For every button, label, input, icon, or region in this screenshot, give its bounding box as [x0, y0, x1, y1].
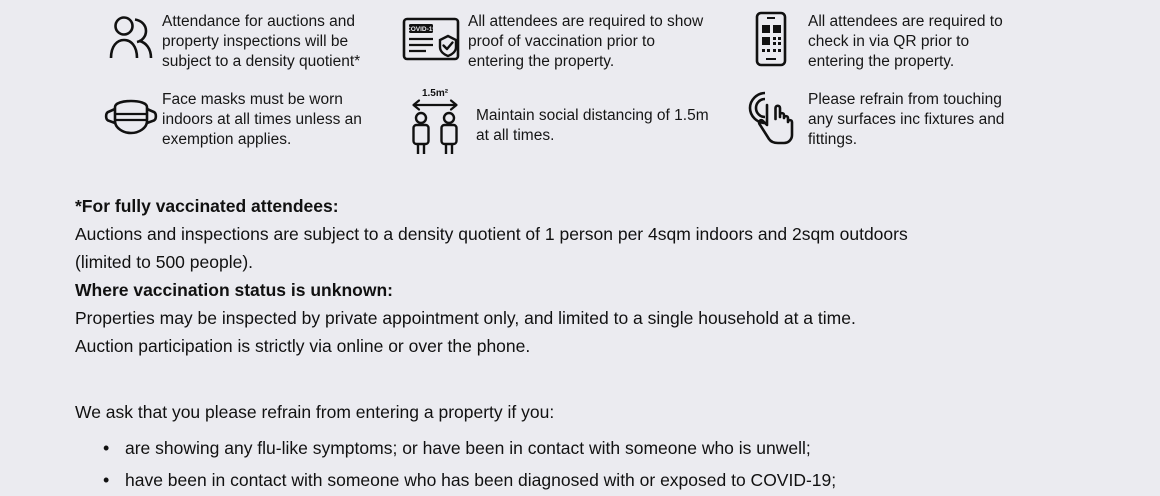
notice-item-proof-of-vaccination	[400, 8, 740, 72]
list-item: • are showing any flu-like symptoms; or have been in contact with someone who is unwell;	[103, 432, 1095, 464]
unknown-status-line2: Auction participation is strictly via online or over the phone.	[75, 336, 531, 356]
notice-item-social-distancing	[400, 86, 740, 158]
vaccinated-text-line1: Auctions and inspections are subject to a density quotient of 1 person per 4sqm indoors and 2sqm outdoors	[75, 224, 908, 244]
notice-item-face-masks	[100, 86, 400, 150]
icon-notice-row	[100, 8, 1100, 72]
people-group-icon	[100, 8, 162, 70]
notice-item-no-touching	[740, 86, 1080, 150]
unknown-status-line1: Properties may be inspected by private appointment only, and limited to a single household at a time.	[75, 308, 856, 328]
notice-text: Please refrain from touching any surfaces inc fixtures and fittings.	[808, 91, 1005, 148]
vaccinated-text-line2: (limited to 500 people).	[75, 252, 254, 272]
unknown-status-heading: Where vaccination status is unknown:	[75, 280, 393, 300]
covid-vaccination-certificate-icon	[400, 8, 462, 70]
notice-item-qr-check-in	[740, 8, 1080, 72]
qr-code-phone-icon	[740, 8, 802, 70]
no-touch-hand-icon	[740, 86, 802, 148]
svg-text:COVID-19: COVID-19	[406, 26, 436, 33]
notice-item-density-quotient	[100, 8, 400, 72]
notice-text: All attendees are required to show proof of vaccination prior to entering the property.	[468, 13, 704, 70]
section-spacer	[75, 360, 1095, 398]
refrain-intro: We ask that you please refrain from entering a property if you:	[75, 402, 555, 422]
notice-text: Maintain social distancing of 1.5m at all times.	[476, 107, 709, 144]
face-mask-icon	[100, 86, 162, 148]
icon-notice-row	[100, 86, 1100, 158]
notice-text: Attendance for auctions and property inspections will be subject to a density quotient*	[162, 13, 361, 70]
body-copy	[75, 192, 1095, 496]
icon-notice-grid	[100, 8, 1100, 158]
vaccinated-heading: *For fully vaccinated attendees:	[75, 196, 339, 216]
refrain-list	[75, 432, 1095, 496]
notice-text: All attendees are required to check in via QR prior to entering the property.	[808, 13, 1003, 70]
notice-text: Face masks must be worn indoors at all times unless an exemption applies.	[162, 91, 362, 148]
svg-text:1.5m²: 1.5m²	[421, 88, 449, 99]
social-distancing-icon	[400, 86, 470, 158]
list-item: • have been in contact with someone who has been diagnosed with or exposed to COVID-19;	[103, 464, 1095, 496]
